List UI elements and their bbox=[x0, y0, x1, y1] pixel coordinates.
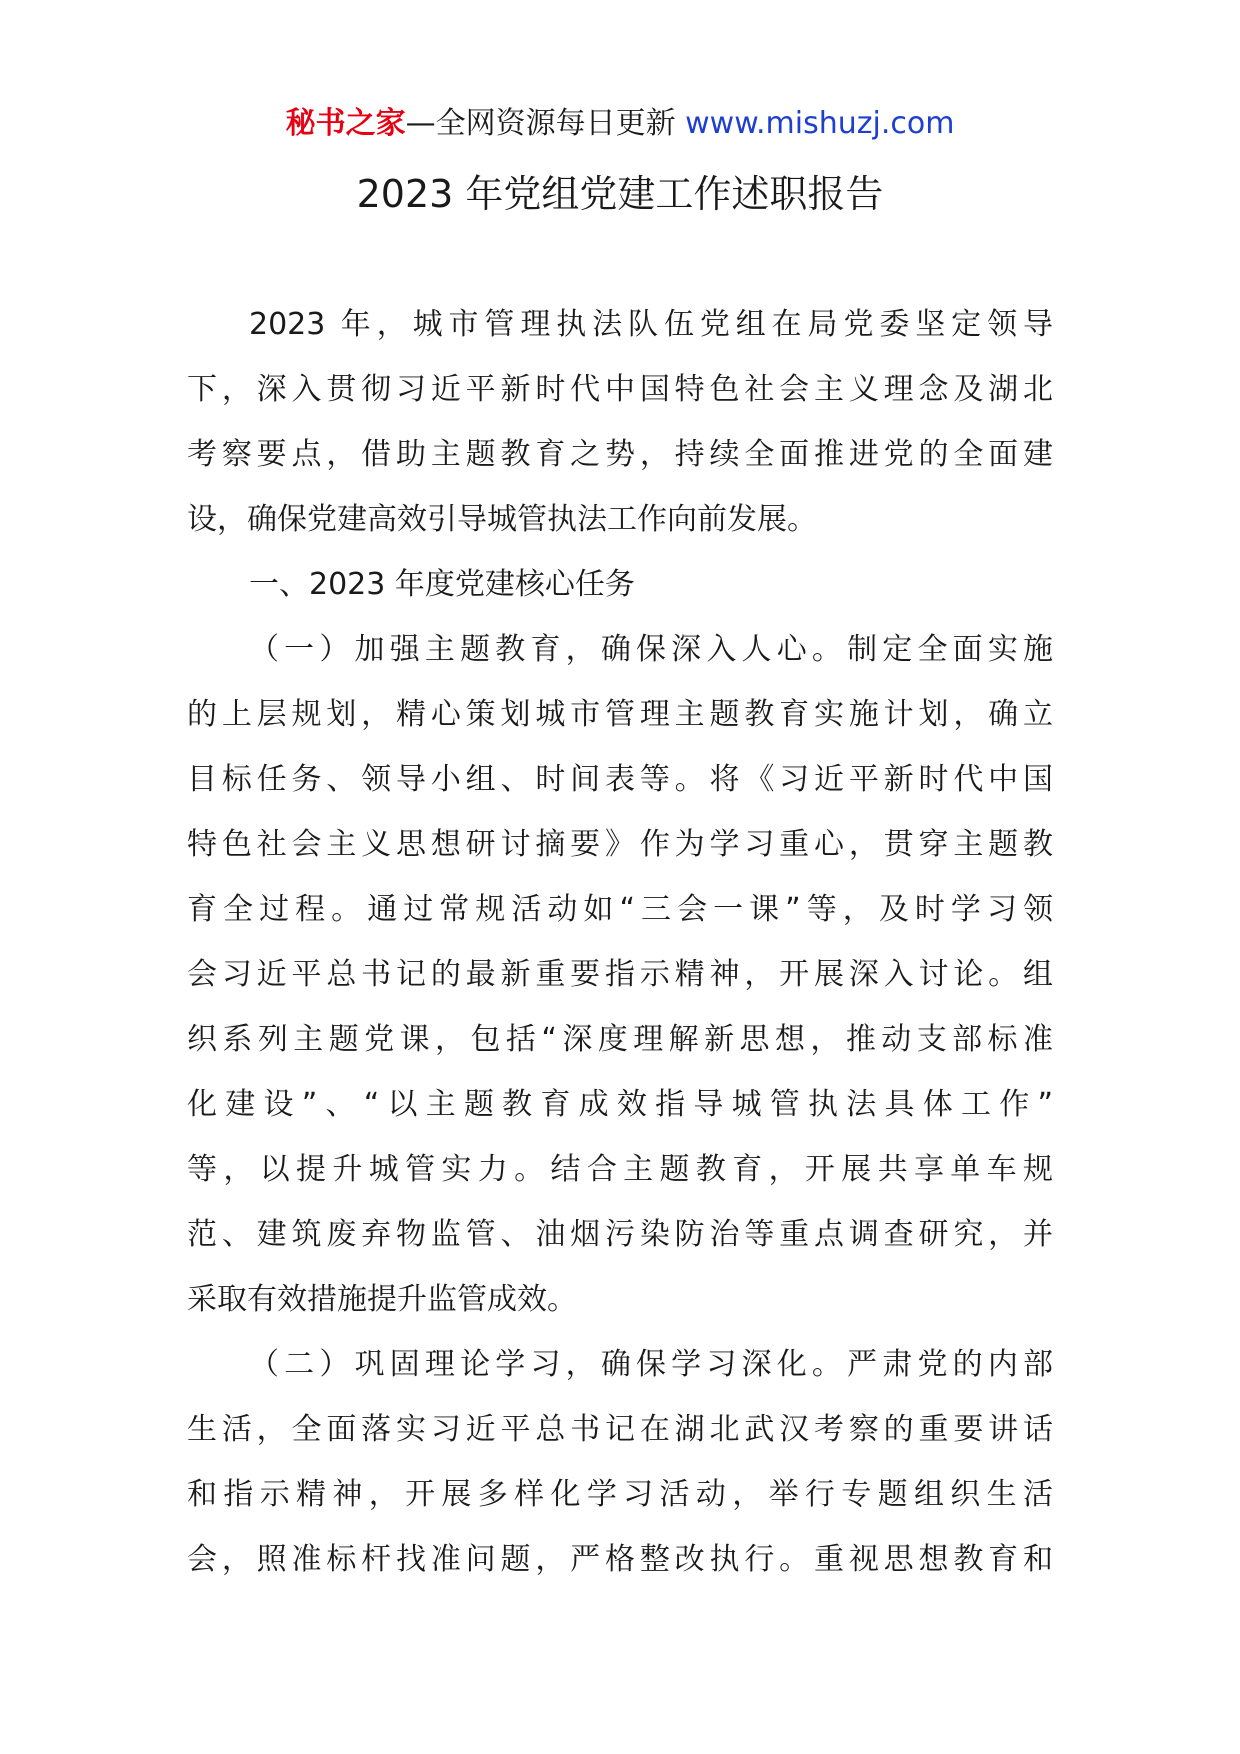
paragraph-2-line-2: 的上层规划，精心策划城市管理主题教育实施计划，确立 bbox=[187, 697, 1053, 732]
paragraph-1-line-4: 设，确保党建高效引导城管执法工作向前发展。 bbox=[187, 502, 817, 537]
paragraph-1-line-3: 考察要点，借助主题教育之势，持续全面推进党的全面建 bbox=[187, 437, 1053, 472]
paragraph-3-line-3: 和指示精神，开展多样化学习活动，举行专题组织生活 bbox=[187, 1477, 1053, 1512]
paragraph-3-line-4: 会，照准标杆找准问题，严格整改执行。重视思想教育和 bbox=[187, 1542, 1053, 1577]
brand-name: 秘书之家 bbox=[285, 106, 406, 141]
paragraph-2-line-7: 织系列主题党课，包括“深度理解新思想，推动支部标准 bbox=[187, 1022, 1053, 1057]
paragraph-2-line-8: 化建设”、“以主题教育成效指导城管执法具体工作” bbox=[187, 1087, 1053, 1122]
paragraph-2-line-4: 特色社会主义思想研讨摘要》作为学习重心，贯穿主题教 bbox=[187, 827, 1053, 862]
paragraph-2-line-3: 目标任务、领导小组、时间表等。将《习近平新时代中国 bbox=[187, 762, 1053, 797]
paragraph-2-line-6: 会习近平总书记的最新重要指示精神，开展深入讨论。组 bbox=[187, 957, 1053, 992]
paragraph-3-line-1: （二）巩固理论学习，确保学习深化。严肃党的内部 bbox=[249, 1347, 1053, 1382]
paragraph-3-line-2: 生活，全面落实习近平总书记在湖北武汉考察的重要讲话 bbox=[187, 1412, 1053, 1447]
paragraph-2-line-1: （一）加强主题教育，确保深入人心。制定全面实施 bbox=[249, 632, 1053, 667]
paragraph-2-line-5: 育全过程。通过常规活动如“三会一课”等，及时学习领 bbox=[187, 892, 1053, 927]
section-heading-1: 一、2023 年度党建核心任务 bbox=[249, 567, 635, 602]
document-body bbox=[187, 292, 1053, 1592]
paragraph-2-line-9: 等，以提升城管实力。结合主题教育，开展共享单车规 bbox=[187, 1152, 1053, 1187]
header-dash: — bbox=[405, 106, 436, 141]
site-url-link[interactable]: www.mishuzj.com bbox=[685, 106, 955, 141]
paragraph-1-line-2: 下，深入贯彻习近平新时代中国特色社会主义理念及湖北 bbox=[187, 372, 1053, 407]
document-title: 2023 年党组党建工作述职报告 bbox=[356, 172, 884, 216]
site-header bbox=[0, 100, 1240, 148]
header-tagline: 全网资源每日更新 bbox=[435, 106, 676, 141]
paragraph-2-line-10: 范、建筑废弃物监管、油烟污染防治等重点调查研究，并 bbox=[187, 1217, 1053, 1252]
paragraph-2-line-11: 采取有效措施提升监管成效。 bbox=[187, 1282, 577, 1317]
paragraph-1-line-1: 2023 年，城市管理执法队伍党组在局党委坚定领导 bbox=[249, 307, 1053, 342]
